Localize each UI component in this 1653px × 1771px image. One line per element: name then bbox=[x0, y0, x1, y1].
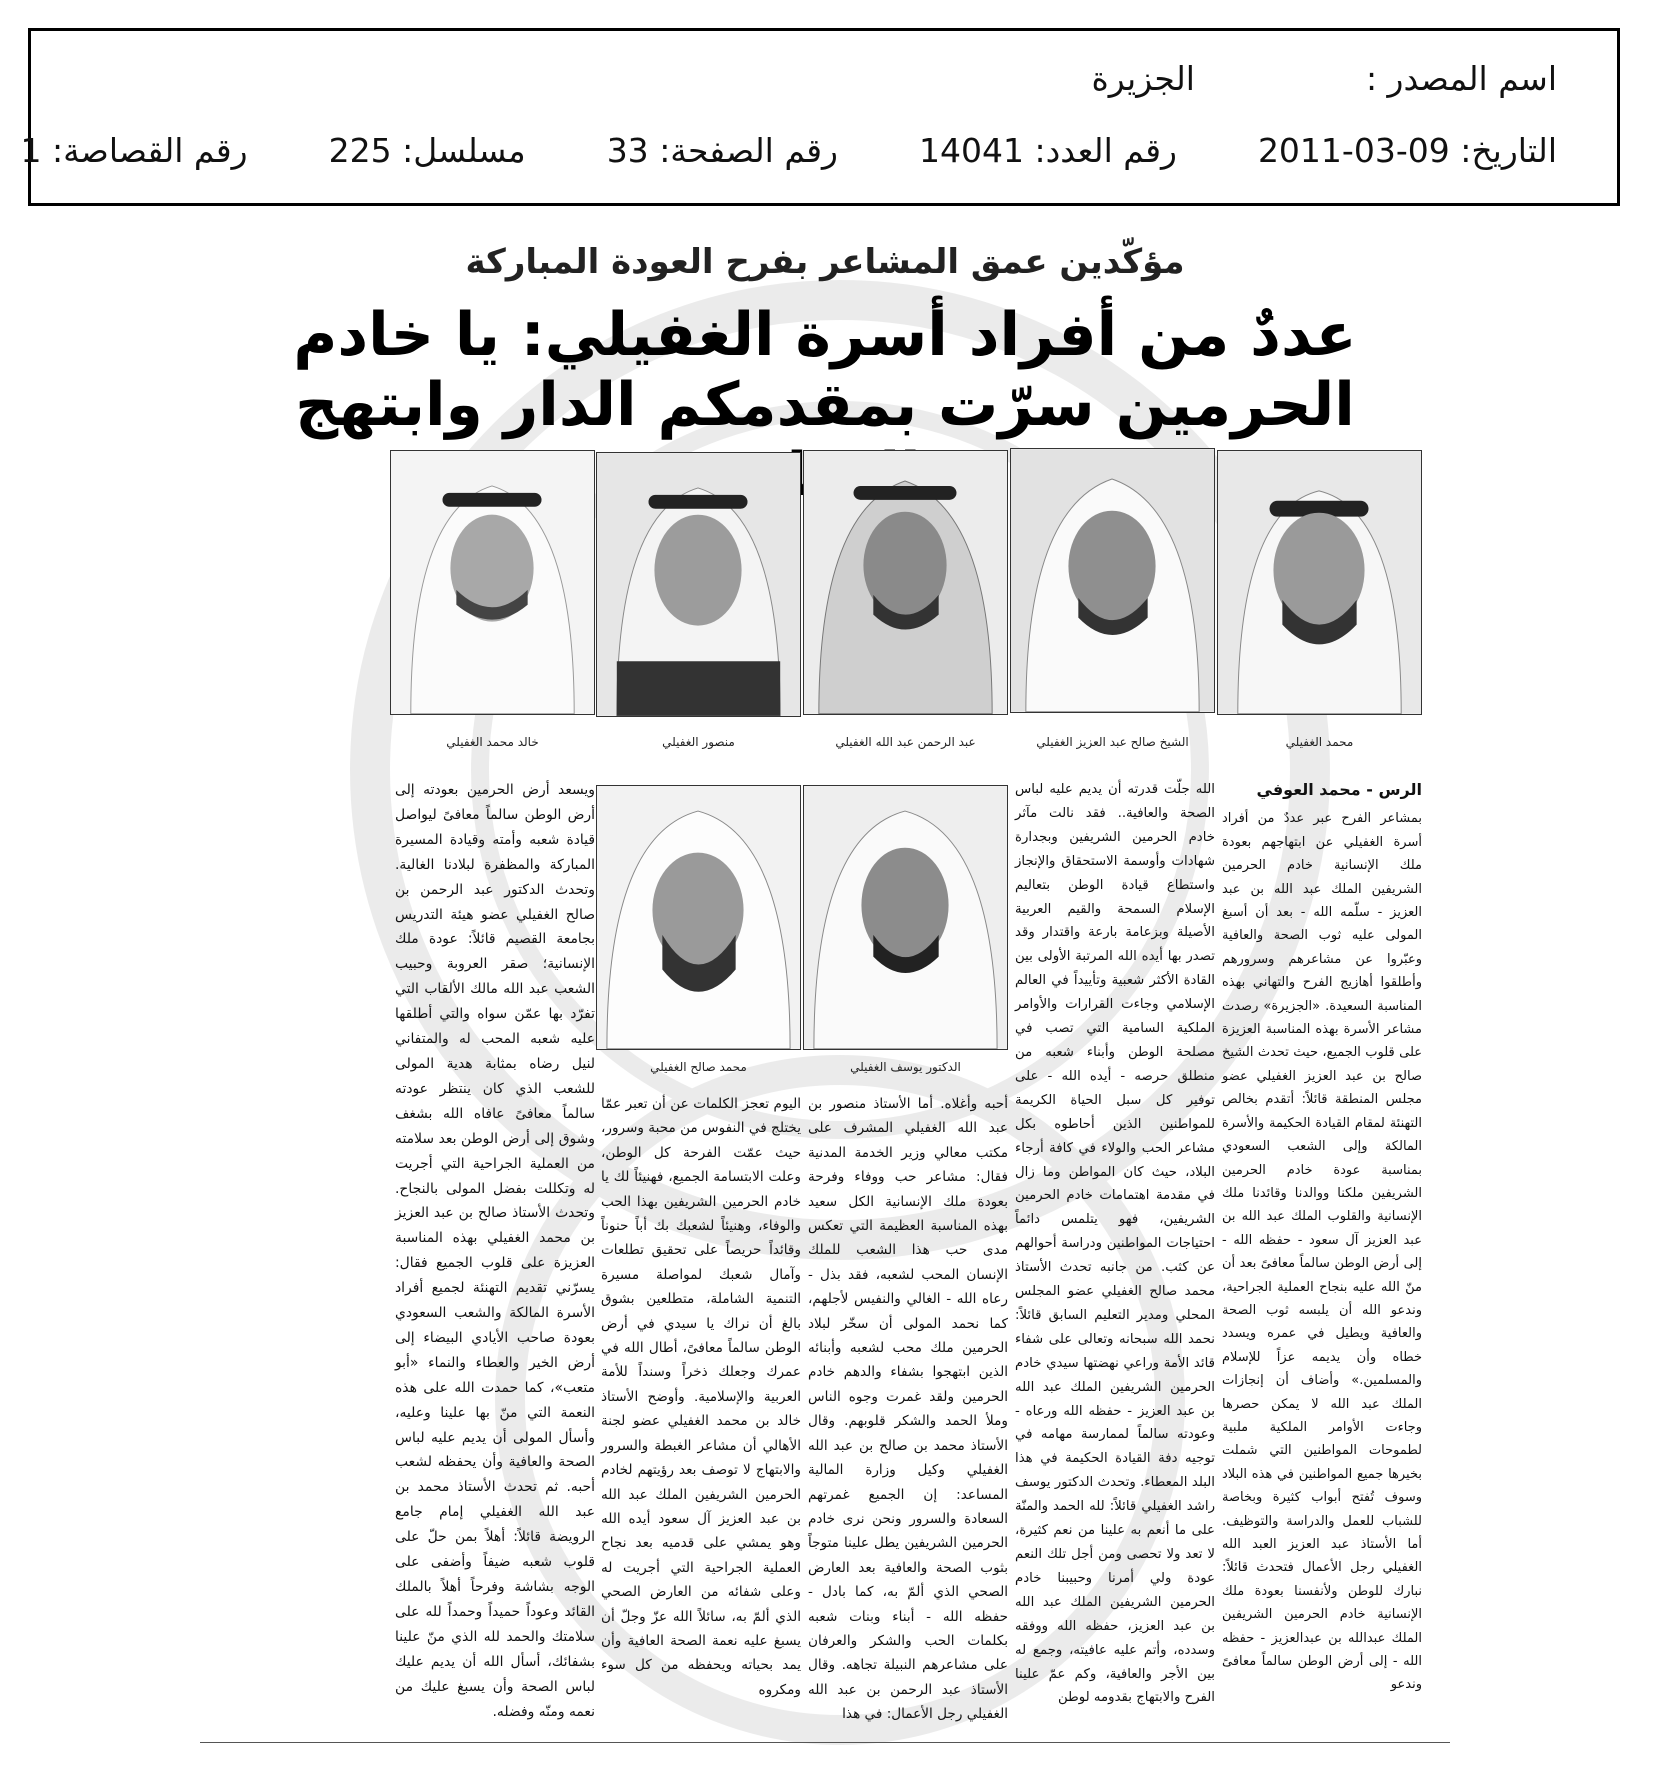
article-headline: عددٌ من أفراد أسرة الغفيلي: يا خادم الحرمين سرّت بمقدمكم الدار وابتهج bbox=[293, 300, 1357, 440]
column-1-text: بمشاعر الفرح عبر عددٌ من أفراد أسرة الغفيلي عن ابتهاجهم بعودة ملك الإنسانية خادم الحرمين الشريفين الملك عبد الله بن عبد العزيز - سلّمه الله - بعد أن أسبغ المولى عليه ثوب الصحة والعافية وعبّروا عن مشاعرهم وسرورهم وأطلقوا أهازيج الفرح والتهاني بهذه المناسبة السعيدة. «الجزيرة» رصدت مشاعر الأسرة بهذه المناسبة العزيزة على قلوب الجميع، حيث تحدث الشيخ صالح بن عبد العزيز الغفيلي عضو مجلس المنطقة قائلاً: أتقدم بخالص التهنئة لمقام القيادة الحكيمة والأسرة المالكة وإلى الشعب السعودي بمناسبة عودة خادم الحرمين الشريفين ملكنا ووالدنا وقائدنا ملك الإنسانية والقلوب الملك عبد الله بن عبد العزيز آل سعود - حفظه الله - إلى أرض الوطن سالماً معافىً بعد أن منّ الله عليه بنجاح العملية الجراحية، وندعو الله أن يلبسه ثوب الصحة والعافية ويطيل في عمره ويسدد خطاه وأن يديمه عزاً للإسلام والمسلمين.» وأضاف أن إنجازات الملك عبد الله لا يمكن حصرها وجاءت الأوامر الملكية ملبية لطموحات المواطنين التي شملت بخيرها جميع المواطنين في هذه البلاد وسوف تُفتح أبواب كثيرة وبخاصة للشباب للعمل والدراسة والتوظيف. أما الأستاذ عبد العزيز العبد الله الغفيلي رجل الأعمال فتحدث قائلاً: نبارك للوطن ولأنفسنا بعودة ملك الإنسانية خادم الحرمين الشريفين الملك عبدالله بن عبدالعزيز - حفظه الله - إلى أرض الوطن سالماً معافىً وندعو bbox=[1222, 811, 1422, 1693]
source-label: اسم المصدر : bbox=[1365, 59, 1557, 98]
portrait-photo-1 bbox=[1217, 450, 1422, 715]
issue-label: رقم العدد: bbox=[1034, 131, 1177, 170]
text-column-1 bbox=[1222, 778, 1422, 1738]
portrait-caption-6: الدكتور يوسف الغفيلي bbox=[850, 1060, 961, 1074]
portrait-photo-7 bbox=[596, 785, 801, 1050]
portrait-photo-4 bbox=[596, 452, 801, 717]
portrait-caption-7: محمد صالح الغفيلي bbox=[650, 1060, 747, 1074]
bottom-divider bbox=[200, 1742, 1450, 1743]
meta-row bbox=[21, 131, 1558, 170]
text-column-2 bbox=[1015, 778, 1215, 1738]
portrait-photo-3 bbox=[803, 450, 1008, 715]
serial-label: مسلسل: bbox=[402, 131, 526, 170]
article-byline: الرس - محمد العوفي bbox=[1256, 780, 1422, 799]
date-value: 2011-03-09 bbox=[1257, 131, 1450, 170]
date-label: التاريخ: bbox=[1460, 131, 1557, 170]
portrait-caption-3: عبد الرحمن عبد الله الغفيلي bbox=[835, 735, 976, 749]
page-value: 33 bbox=[606, 131, 649, 170]
clip-value: 1 bbox=[20, 131, 42, 170]
clip-label: رقم القصاصة: bbox=[52, 131, 248, 170]
column-3-text: أحبه وأغلاه. أما الأستاذ منصور بن عبد الله الغفيلي المشرف على مكتب معالي وزير الخدمة المدنية فقال: مشاعر حب ووفاء وفرحة بعودة ملك الإنسانية الكل سعيد بهذه المناسبة العظيمة التي تعكس مدى حب هذا الشعب للملك الإنسان المحب لشعبه، فقد بذل - رعاه الله - الغالي والنفيس لأجلهم، كما نحمد المولى أن سخّر لبلاد الحرمين ملك محب لشعبه وأبنائه الذين ابتهجوا بشفاء والدهم خادم الحرمين ولقد غمرت وجوه الناس وملأ الحمد والشكر قلوبهم. وقال الأستاذ محمد بن صالح بن عبد الله الغفيلي وكيل وزارة المالية المساعد: إن الجميع غمرتهم السعادة والسرور ونحن نرى خادم الحرمين الشريفين يطل علينا متوجاً بثوب الصحة والعافية بعد العارض الصحي الذي ألمّ به، كما بادل - حفظه الله - أبناء وبنات شعبه بكلمات الحب والشكر والعرفان على مشاعرهم النبيلة تجاهه. وقال الأستاذ عبد الرحمن بن عبد الله الغفيلي رجل الأعمال: في هذا bbox=[808, 1096, 1008, 1723]
text-column-4 bbox=[601, 1092, 801, 1737]
source-info-box bbox=[20, 28, 1620, 206]
portrait-photo-5 bbox=[390, 450, 595, 715]
portrait-caption-4: منصور الغفيلي bbox=[662, 735, 735, 749]
portrait-photo-2 bbox=[1010, 448, 1215, 713]
source-value: الجزيرة bbox=[1091, 59, 1195, 98]
portrait-caption-2: الشيخ صالح عبد العزيز الغفيلي bbox=[1036, 735, 1189, 749]
portrait-caption-5: خالد محمد الغفيلي bbox=[446, 735, 539, 749]
source-row bbox=[1092, 59, 1557, 98]
page-label: رقم الصفحة: bbox=[659, 131, 838, 170]
article-subhead: مؤكّدين عمق المشاعر بفرح العودة المباركة bbox=[465, 242, 1185, 282]
column-5-text: ويسعد أرض الحرمين بعودته إلى أرض الوطن سالماً معافىً ليواصل قيادة شعبه وأمته وقيادة المسيرة المباركة والمظفرة لبلادنا الغالية. وتحدث الدكتور عبد الرحمن بن صالح الغفيلي عضو هيئة التدريس بجامعة القصيم قائلاً: عودة ملك الإنسانية؛ صقر العروبة وحبيب الشعب عبد الله مالك الألقاب التي تفرّد بها عمّن سواه والتي أطلقها عليه شعبه المحب له والمتفاني لنيل رضاه بمثابة هدية المولى للشعب الذي كان ينتظر عودته سالماً معافىً عافاه الله بشغف وشوق إلى أرض الوطن بعد سلامته من العملية الجراحية التي أجريت له وتكللت بفضل المولى بالنجاح. وتحدث الأستاذ صالح بن عبد العزيز بن محمد الغفيلي بهذه المناسبة العزيزة على قلوب الجميع فقال: يسرّني تقديم التهنئة لجميع أفراد الأسرة المالكة والشعب السعودي بعودة صاحب الأيادي البيضاء إلى أرض الخير والعطاء والنماء «أبو متعب»، كما حمدت الله على هذه النعمة التي منّ بها علينا وعليه، وأسأل المولى أن يديم عليه لباس الصحة والعافية وأن يحفظه لشعب أحبه. ثم تحدث الأستاذ محمد بن عبد الله الغفيلي إمام جامع الرويضة قائلاً: أهلاً بمن حلّ على قلوب شعبه ضيفاً وأضفى على الوجه بشاشة وفرحاً أهلاً بالملك القائد وعوداً حميداً وحمداً لله على سلامتك والحمد لله الذي منّ علينا بشفائك، أسأل الله أن يديم عليك لباس الصحة وأن يسبغ عليك من نعمه ومنّه وفضله. bbox=[395, 782, 595, 1720]
text-column-3 bbox=[808, 1092, 1008, 1737]
portrait-caption-1: محمد الغفيلي bbox=[1285, 735, 1354, 749]
newspaper-clipping bbox=[200, 230, 1450, 1760]
issue-value: 14041 bbox=[919, 131, 1024, 170]
serial-value: 225 bbox=[328, 131, 392, 170]
text-column-5 bbox=[395, 778, 595, 1738]
column-4-text: اليوم تعجز الكلمات عن أن تعبر عمّا يختلج في النفوس من محبة وسرور، حيث عمّت الفرحة كل الوطن، وعلت الابتسامة الجميع، فهنيئاً لك يا خادم الحرمين الشريفين بهذا الحب والوفاء، وهنيئاً لشعبك بك أباً حنوناً وقائداً حريصاً على تحقيق تطلعات وآمال شعبك لمواصلة مسيرة التنمية الشاملة، متطلعين بشوق بالغ أن نراك يا سيدي في أرض الوطن سالماً معافىً، أطال الله في عمرك وجعلك ذخراً وسنداً للأمة العربية والإسلامية. وأوضح الأستاذ خالد بن محمد الغفيلي عضو لجنة الأهالي أن مشاعر الغبطة والسرور والابتهاج لا توصف بعد رؤيتهم لخادم الحرمين الشريفين الملك عبد الله بن عبد العزيز آل سعود أيده الله وهو يمشي على قدميه بعد نجاح العملية الجراحية التي أجريت له وعلى شفائه من العارض الصحي الذي ألمّ به، سائلاً الله عزّ وجلّ أن يسبغ عليه نعمة الصحة العافية وأن يمد بحياته ويحفظه من كل سوء ومكروه bbox=[601, 1096, 801, 1698]
column-2-text: الله جلّت قدرته أن يديم عليه لباس الصحة والعافية.. فقد نالت مآثر خادم الحرمين الشريفين وبجدارة شهادات وأوسمة الاستحقاق والإنجاز واستطاع قيادة الوطن بتعاليم الإسلام السمحة والقيم العربية الأصيلة وبزعامة بارعة واقتدار وقد تصدر بها أيده الله المرتبة الأولى بين القادة الأكثر شعبية وتأييداً في العالم الإسلامي وجاءت القرارات والأوامر الملكية السامية التي تصب في مصلحة الوطن وأبناء شعبه من منطلق حرصه - أيده الله - على توفير كل سبل الحياة الكريمة للمواطنين الذين أحاطوه بكل مشاعر الحب والولاء في كافة أرجاء البلاد، حيث كان المواطن وما زال في مقدمة اهتمامات خادم الحرمين الشريفين، فهو يتلمس دائماً احتياجات المواطنين ودراسة أحوالهم عن كثب. من جانبه تحدث الأستاذ محمد صالح الغفيلي عضو المجلس المحلي ومدير التعليم السابق قائلاً: نحمد الله سبحانه وتعالى على شفاء قائد الأمة وراعي نهضتها سيدي خادم الحرمين الشريفين الملك عبد الله بن عبد العزيز - حفظه الله ورعاه - وعودته سالماً لممارسة مهامه في توجيه دفة القيادة الحكيمة في هذا البلد المعطاء. وتحدث الدكتور يوسف راشد الغفيلي قائلاً: لله الحمد والمنّة على ما أنعم به علينا من نعم كثيرة، لا تعد ولا تحصى ومن أجل تلك النعم عودة ولي أمرنا وحبيبنا خادم الحرمين الشريفين الملك عبد الله بن عبد العزيز، حفظه الله ووفقه وسدده، وأتم عليه عافيته، وجمع له بين الأجر والعافية، وكم عمّ علينا الفرح والابتهاج بقدومه لوطن bbox=[1015, 782, 1215, 1706]
portrait-photo-6 bbox=[803, 785, 1008, 1050]
